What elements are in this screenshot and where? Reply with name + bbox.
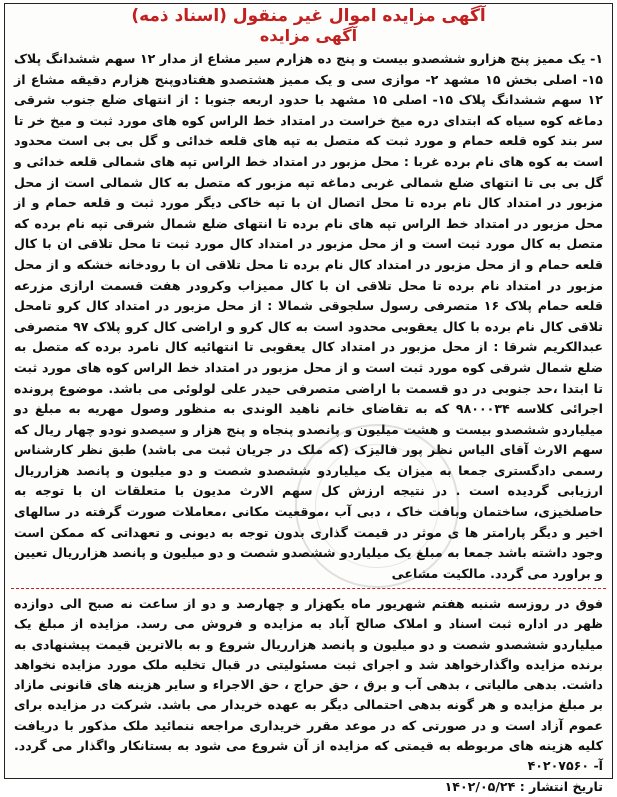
auction-terms-text: فوق در روزسه شنبه هفتم شهریور ماه یکهزار و چهارصد و دو از ساعت نه صبح الی دوازده ظهر در اداره ثبت اسناد و املاک صالح آباد به مزایده و فروش می رسد. مزایده از مبلغ یک میلیاردو ششصدو شصت و دو میلیون و پانصد هزارریال شروع و به بالاترین قیمت پیشنهادی به برنده مزایده واگذارخواهد شد و اجرای ثبت مسئولیتی در قبال تخلیه ملک مورد مزایده نخواهد داشت. بدهی مالیاتی ، بدهی آب و برق ، حق حراج ، حق الاجراء و سایر هزینه های قانونی مازاد بر مبلغ مزایده و هر گونه بدهی احتمالی دیگر به عهده خریدار می باشد. شرکت در مزایده برای عموم آزاد است و در صورتی که در موعد مقرر خریداری مراجعه ننمائید ملک مذکور با دریافت کلیه هزینه های مربوطه به قیمتی که مزایده از آن شروع می شود به بستانکار واگذار می گردد. آ- ۴۰۲۰۷۵۶۰: [14, 596, 603, 774]
notice-subtitle: آگهی مزایده: [259, 26, 358, 45]
notice-page: [4, 3, 613, 794]
publication-date-value: ۱۴۰۲/۰۵/۲۴: [444, 778, 516, 794]
section-divider: [11, 588, 606, 589]
auction-terms: [5, 594, 612, 797]
notice-title: آگهی مزایده اموال غیر منقول (اسناد ذمه): [131, 6, 486, 26]
publication-date: [14, 777, 603, 797]
notice-body: ۱- یک ممیز پنج هزارو ششصدو بیست و پنج ده هزارم سیر مشاع از مدار ۱۲ سهم ششدانگ پلاک ۱۵- اصلی بخش ۱۵ مشهد ۲- موازی سی و یک ممیز هشتصدو هفتادوپنج هزارم دقیقه مشاع از ۱۲ سهم ششدانگ پلاک ۱۵- اصلی ۱۵ مشهد با حدود اربعه جنوبا : از انتهای ضلع جنوب شرقی دماغه کوه سیاه که ابتدای دره میخ خراست در امتداد خط الراس کوه های مورد ثبت و میخ خر تا سر بند کوه قلعه حمام و مورد ثبت که متصل به تپه های قلعه خدائی و گل بی بی است محدود است به کوه های نام برده غربا : محل مزبور در امتداد خط الراس تپه های شمالی قلعه خدائی و گل بی بی تا انتهای ضلع شمالی غربی دماغه تپه مزبور که متصل به کال شمالی است از محل مزبور در امتداد کال نام برده تا محل اتصال ان با تپه خاکی دیگر مورد ثبت و قلعه حمام و از محل مزبور در امتداد خط الراس تپه های نام برده تا انتهای ضلع شمال شرقی تپه نام برده که متصل به کال مورد ثبت است و از محل مزبور در امتداد کال مورد ثبت تا محل تلاقی ان با کال قلعه حمام و از محل مزبور در امتداد کال نام برده تا محل تلاقی ان با رودخانه خشکه و از محل مزبور در امتداد نام برده تا محل تلاقی ان با کال ممیزاب وکرودر هفت قسمت ارازی مزرعه قلعه حمام پلاک ۱۶ متصرفی رسول سلجوقی شمالا : از محل مزبور در امتداد کال کرو تامحل تلاقی کال نام برده با کال یعقوبی محدود است به کال کرو و اراضی کال کرو پلاک ۹۷ متصرفی عبدالکریم شرقا : از محل مزبور در امتداد کال یعقوبی تا انتهائیه کال نامرد برده که متصل به ضلع شمال شرقی کوه مورد ثبت است و از محل مزبور در امتداد خط الراس کوه های مورد ثبت تا ابتدا ،حد جنوبی در دو قسمت با اراضی متصرفی حیدر علی لولوئی می باشد. موضوع پرونده اجرائی کلاسه ۹۸۰۰۰۳۴ که به تقاضای خانم ناهید الوندی به منظور وصول مهریه به مبلغ دو میلیاردو ششصدو بیست و هشت میلیون و پانصدو پنجاه و پنج هزار و سیصدو نودو چهار ریال که سهم الارث آقای الیاس نظر پور فالیزک (که ملک در جریان ثبت می باشد) طبق نظر کارشناس رسمی دادگستری جمعا به میزان یک میلیاردو ششصدو شصت و دو میلیون و پانصد هزارریال ارزیابی گردیده است . در نتیجه ارزش کل سهم الارث مدیون با متعلقات ان با توجه به حاصلخیزی، ساختمان وبافت خاک ، دبی آب ،موقعیت مکانی ،معاملات صورت گرفته در سالهای اخیر و دیگر پارامتر ها ی موثر در قیمت گذاری بدون توجه به دیونی و تعهداتی که ممکن است وجود داشته باشد جمعا به مبلغ یک میلیاردو ششصدو شصت و دو میلیون و پانصد هزارریال تعیین و براورد می گردد. مالکیت مشاعی: [14, 51, 603, 581]
notice-header: [5, 4, 612, 45]
publication-date-label: تاریخ انتشار :: [519, 778, 603, 794]
